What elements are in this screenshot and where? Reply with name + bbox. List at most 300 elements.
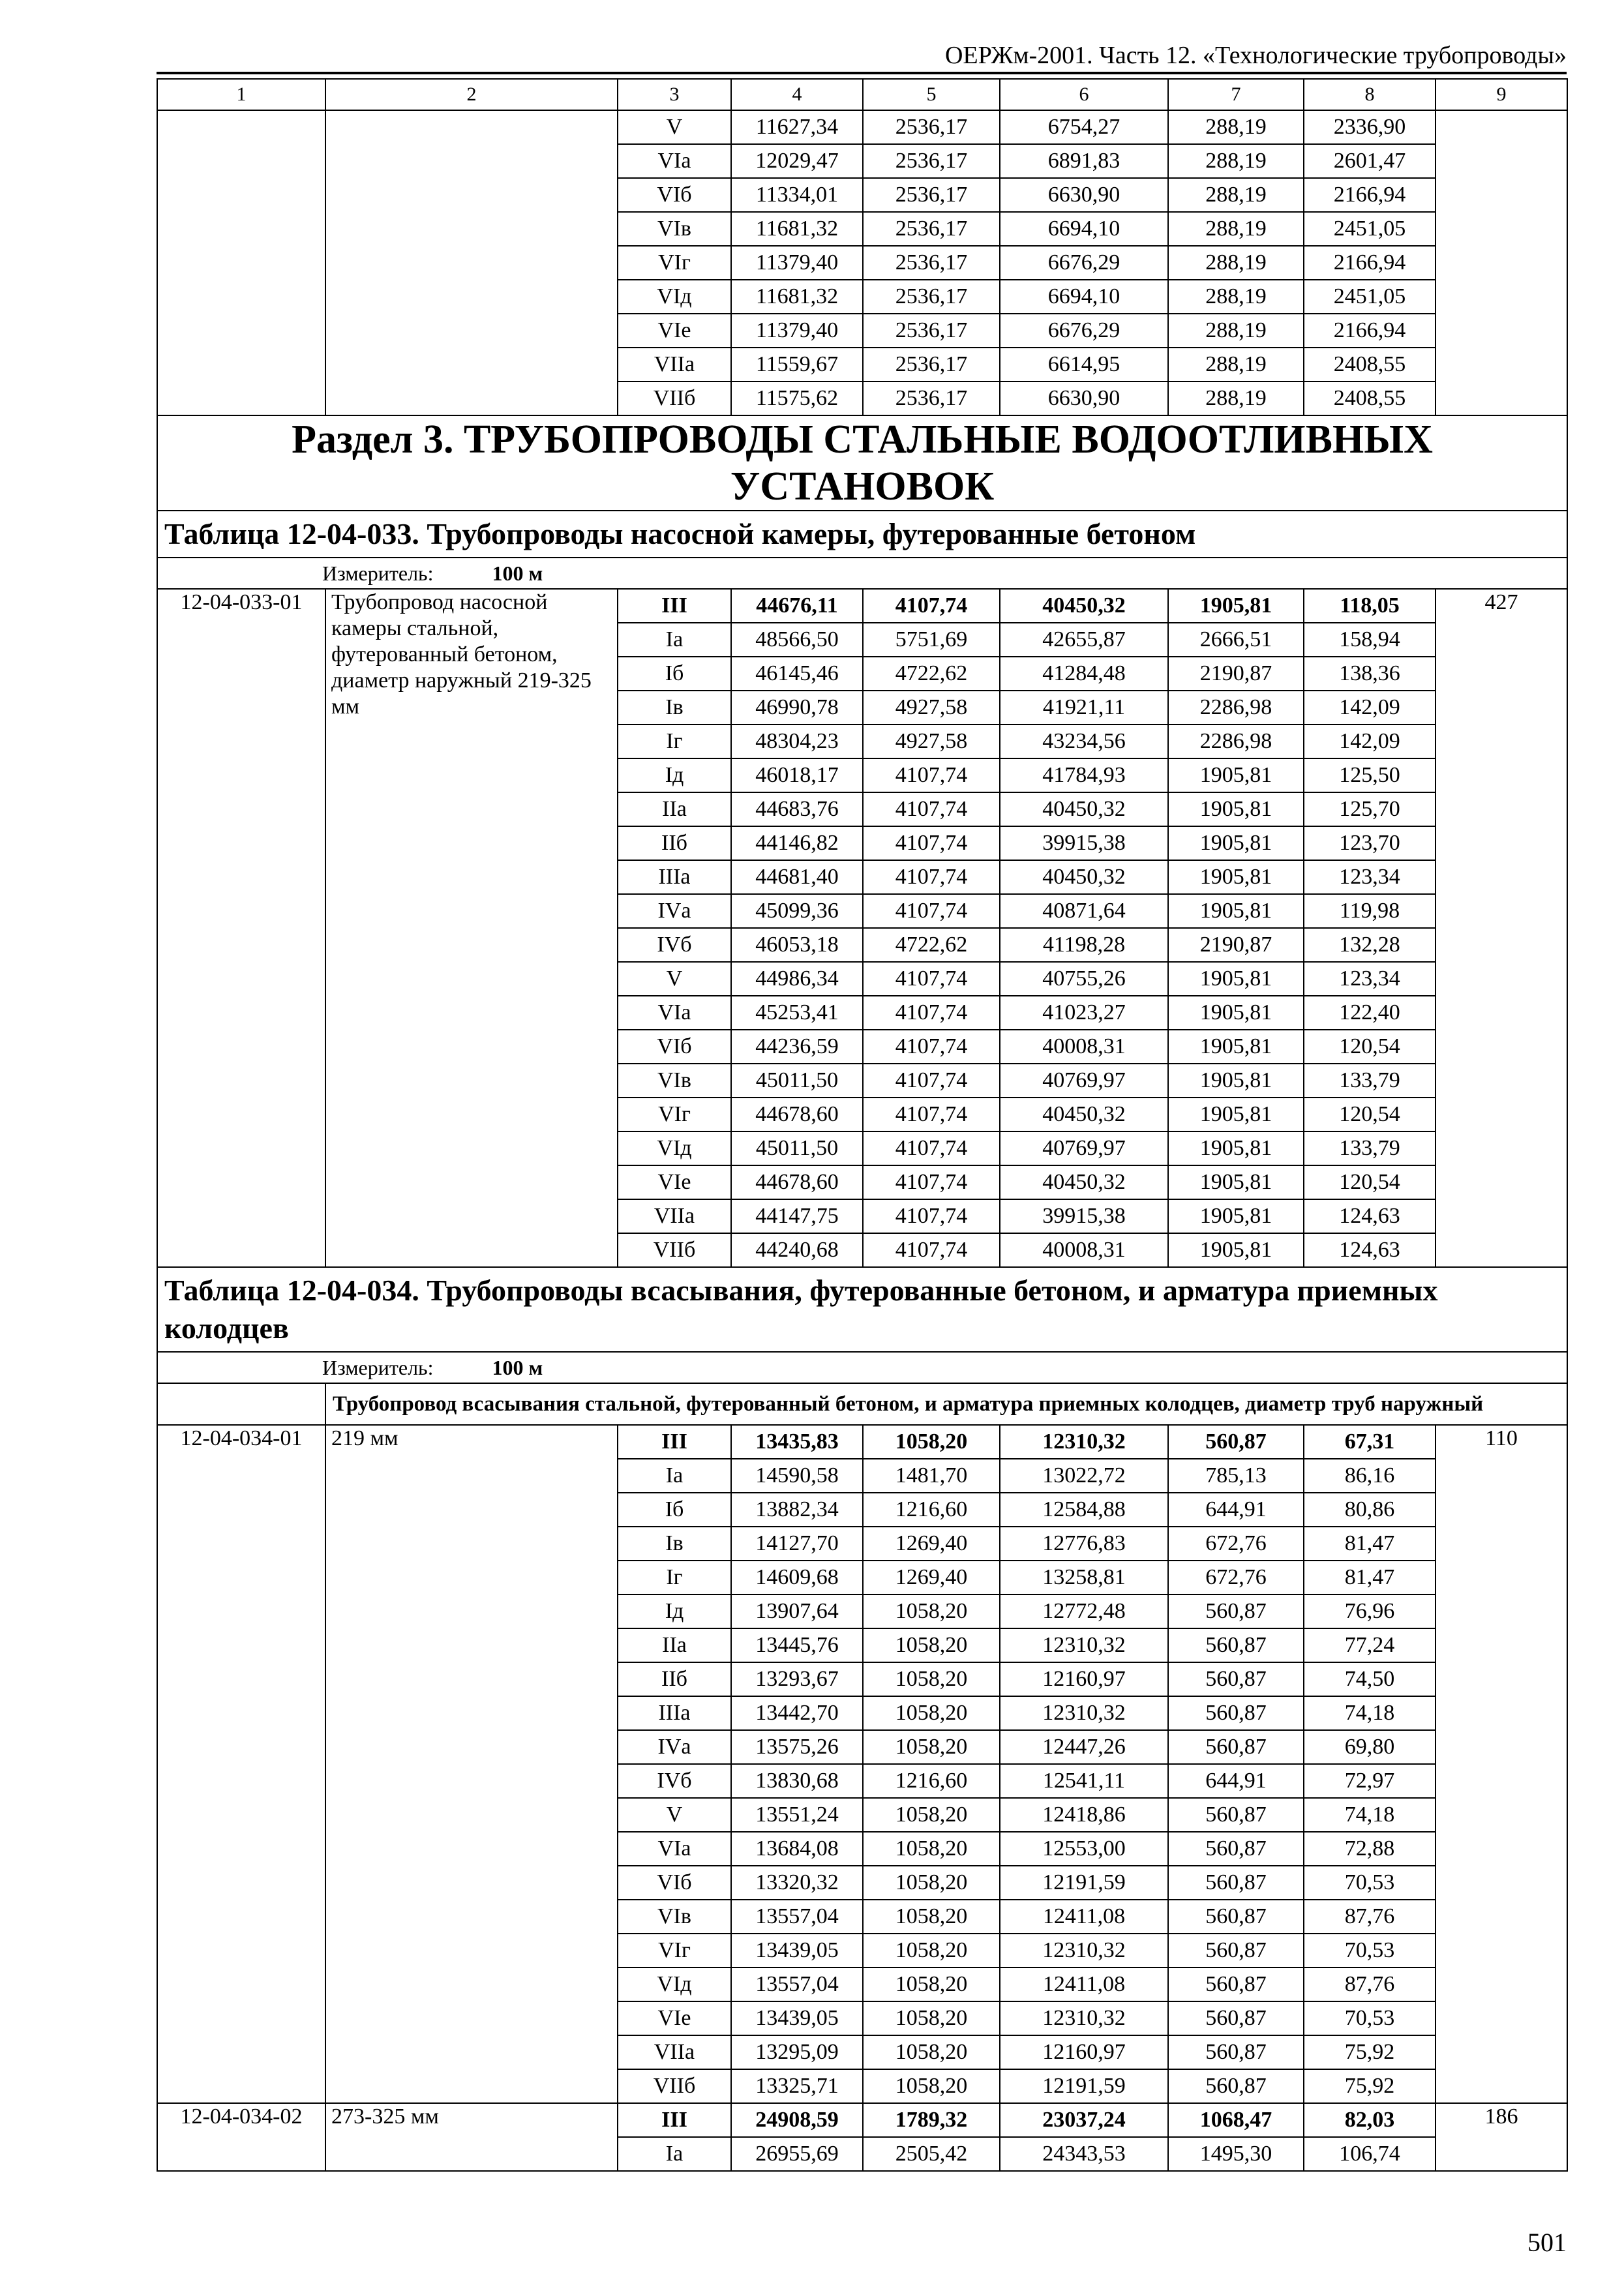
zone-cell: VIIа — [618, 2035, 731, 2069]
value-cell: 4107,74 — [863, 860, 1000, 894]
zone-cell: VIв — [618, 1900, 731, 1934]
value-cell: 44146,82 — [731, 826, 863, 860]
value-cell: 44681,40 — [731, 860, 863, 894]
value-cell: 40871,64 — [1000, 894, 1168, 928]
price-table — [157, 78, 1568, 2172]
value-cell: 12191,59 — [1000, 1866, 1168, 1900]
value-cell: 44676,11 — [731, 589, 863, 623]
value-cell: 40450,32 — [1000, 860, 1168, 894]
value-cell: 40755,26 — [1000, 962, 1168, 996]
value-cell: 67,31 — [1304, 1425, 1436, 1459]
zone-cell: Iа — [618, 2137, 731, 2171]
value-cell: 6676,29 — [1000, 246, 1168, 280]
value-cell: 12447,26 — [1000, 1730, 1168, 1764]
zone-cell: IIб — [618, 826, 731, 860]
value-cell: 1905,81 — [1168, 996, 1304, 1030]
value-cell: 1058,20 — [863, 1628, 1000, 1662]
value-cell: 4107,74 — [863, 826, 1000, 860]
value-cell: 1058,20 — [863, 2069, 1000, 2103]
value-cell: 13439,05 — [731, 2001, 863, 2035]
value-cell: 86,16 — [1304, 1459, 1436, 1493]
value-cell: 2536,17 — [863, 348, 1000, 382]
value-cell: 4107,74 — [863, 962, 1000, 996]
value-cell: 6630,90 — [1000, 382, 1168, 415]
value-cell: 1058,20 — [863, 1900, 1000, 1934]
value-cell: 2536,17 — [863, 110, 1000, 144]
value-cell: 132,28 — [1304, 928, 1436, 962]
measure-row — [157, 558, 1567, 589]
zone-cell: III — [618, 1425, 731, 1459]
zone-cell: Iд — [618, 758, 731, 792]
value-cell: 13557,04 — [731, 1967, 863, 2001]
zone-cell: VIIа — [618, 348, 731, 382]
value-cell: 2536,17 — [863, 212, 1000, 246]
value-cell: 1905,81 — [1168, 962, 1304, 996]
value-cell: 560,87 — [1168, 1934, 1304, 1967]
group-row — [157, 1383, 1567, 1425]
section-title: Раздел 3. ТРУБОПРОВОДЫ СТАЛЬНЫЕ ВОДООТЛИВНЫХ УСТАНОВОК — [157, 415, 1567, 511]
zone-cell: VIа — [618, 144, 731, 178]
value-cell: 6694,10 — [1000, 280, 1168, 314]
value-cell: 12553,00 — [1000, 1832, 1168, 1866]
zone-cell: VIIб — [618, 1233, 731, 1267]
value-cell: 1905,81 — [1168, 1131, 1304, 1165]
value-cell: 45011,50 — [731, 1064, 863, 1098]
value-cell: 46053,18 — [731, 928, 863, 962]
value-cell: 2286,98 — [1168, 725, 1304, 758]
value-cell: 44986,34 — [731, 962, 863, 996]
zone-cell: IIа — [618, 1628, 731, 1662]
value-cell: 74,18 — [1304, 1696, 1436, 1730]
zone-cell: VIб — [618, 1030, 731, 1064]
value-cell: 2166,94 — [1304, 178, 1436, 212]
value-cell: 12160,97 — [1000, 1662, 1168, 1696]
value-cell: 87,76 — [1304, 1900, 1436, 1934]
measure — [157, 558, 1567, 589]
value-cell: 44678,60 — [731, 1098, 863, 1131]
value-cell: 288,19 — [1168, 110, 1304, 144]
value-cell: 74,50 — [1304, 1662, 1436, 1696]
row-code: 12-04-034-02 — [157, 2103, 325, 2171]
value-cell: 45011,50 — [731, 1131, 863, 1165]
value-cell: 1905,81 — [1168, 1098, 1304, 1131]
value-cell: 40769,97 — [1000, 1131, 1168, 1165]
value-cell: 1058,20 — [863, 1866, 1000, 1900]
value-cell: 1905,81 — [1168, 1165, 1304, 1199]
zone-cell: VIе — [618, 1165, 731, 1199]
value-cell: 12541,11 — [1000, 1764, 1168, 1798]
value-cell: 39915,38 — [1000, 1199, 1168, 1233]
zone-cell: V — [618, 1798, 731, 1832]
value-cell: 5751,69 — [863, 623, 1000, 657]
table-row — [157, 589, 1567, 623]
value-cell: 1058,20 — [863, 1662, 1000, 1696]
zone-cell: VIв — [618, 212, 731, 246]
value-cell: 1216,60 — [863, 1493, 1000, 1527]
zone-cell: IVа — [618, 1730, 731, 1764]
value-cell: 14127,70 — [731, 1527, 863, 1561]
value-cell: 288,19 — [1168, 246, 1304, 280]
value-cell: 12310,32 — [1000, 2001, 1168, 2035]
zone-cell: Iв — [618, 1527, 731, 1561]
value-cell: 1905,81 — [1168, 1233, 1304, 1267]
value-cell: 2536,17 — [863, 314, 1000, 348]
value-cell: 23037,24 — [1000, 2103, 1168, 2137]
value-cell: 123,34 — [1304, 962, 1436, 996]
value-cell: 560,87 — [1168, 2069, 1304, 2103]
value-cell: 4107,74 — [863, 1064, 1000, 1098]
value-cell: 41284,48 — [1000, 657, 1168, 691]
value-cell: 12411,08 — [1000, 1900, 1168, 1934]
table-title: Таблица 12-04-033. Трубопроводы насосной камеры, футерованные бетоном — [157, 511, 1567, 558]
value-cell: 4107,74 — [863, 758, 1000, 792]
value-cell: 4107,74 — [863, 1098, 1000, 1131]
col-number: 3 — [618, 79, 731, 110]
value-cell: 1905,81 — [1168, 792, 1304, 826]
value-cell: 124,63 — [1304, 1199, 1436, 1233]
value-cell: 1905,81 — [1168, 1064, 1304, 1098]
measure-value: 100 м — [492, 1356, 543, 1379]
row-col9: 427 — [1436, 589, 1567, 1267]
zone-cell: VIIа — [618, 1199, 731, 1233]
table-title-row — [157, 511, 1567, 558]
value-cell: 12584,88 — [1000, 1493, 1168, 1527]
value-cell: 12029,47 — [731, 144, 863, 178]
row-code: 12-04-033-01 — [157, 589, 325, 1267]
value-cell: 4107,74 — [863, 894, 1000, 928]
value-cell: 2601,47 — [1304, 144, 1436, 178]
value-cell: 4107,74 — [863, 1131, 1000, 1165]
value-cell: 560,87 — [1168, 1832, 1304, 1866]
value-cell: 2536,17 — [863, 144, 1000, 178]
value-cell: 13295,09 — [731, 2035, 863, 2069]
measure-row — [157, 1352, 1567, 1383]
value-cell: 2505,42 — [863, 2137, 1000, 2171]
value-cell: 1905,81 — [1168, 894, 1304, 928]
col-number: 5 — [863, 79, 1000, 110]
row-code: 12-04-034-01 — [157, 1425, 325, 2103]
value-cell: 288,19 — [1168, 348, 1304, 382]
value-cell: 4107,74 — [863, 1233, 1000, 1267]
value-cell: 72,97 — [1304, 1764, 1436, 1798]
value-cell: 75,92 — [1304, 2069, 1436, 2103]
value-cell: 12776,83 — [1000, 1527, 1168, 1561]
value-cell: 560,87 — [1168, 1798, 1304, 1832]
table-title: Таблица 12-04-034. Трубопроводы всасывания, футерованные бетоном, и арматура приемных колодцев — [157, 1267, 1567, 1352]
value-cell: 81,47 — [1304, 1527, 1436, 1561]
value-cell: 1481,70 — [863, 1459, 1000, 1493]
zone-cell: VIв — [618, 1064, 731, 1098]
value-cell: 672,76 — [1168, 1527, 1304, 1561]
value-cell: 120,54 — [1304, 1165, 1436, 1199]
zone-cell: VIе — [618, 314, 731, 348]
value-cell: 12310,32 — [1000, 1934, 1168, 1967]
value-cell: 142,09 — [1304, 725, 1436, 758]
zone-cell: Iб — [618, 1493, 731, 1527]
zone-cell: Iа — [618, 623, 731, 657]
value-cell: 1058,20 — [863, 2001, 1000, 2035]
col-number: 8 — [1304, 79, 1436, 110]
zone-cell: VIб — [618, 1866, 731, 1900]
value-cell: 12310,32 — [1000, 1628, 1168, 1662]
value-cell: 672,76 — [1168, 1561, 1304, 1594]
value-cell: 13830,68 — [731, 1764, 863, 1798]
value-cell: 1058,20 — [863, 1425, 1000, 1459]
value-cell: 1905,81 — [1168, 826, 1304, 860]
row-name: Трубопровод насосной камеры стальной, футерованный бетоном, диаметр наружный 219-325 мм — [325, 589, 618, 1267]
value-cell: 560,87 — [1168, 1967, 1304, 2001]
zone-cell: III — [618, 589, 731, 623]
value-cell: 644,91 — [1168, 1493, 1304, 1527]
value-cell: 644,91 — [1168, 1764, 1304, 1798]
value-cell: 12191,59 — [1000, 2069, 1168, 2103]
section-title-row — [157, 415, 1567, 511]
value-cell: 12310,32 — [1000, 1425, 1168, 1459]
measure-label: Измеритель: — [322, 1356, 434, 1379]
row-col9: 186 — [1436, 2103, 1567, 2171]
value-cell: 14590,58 — [731, 1459, 863, 1493]
value-cell: 2408,55 — [1304, 348, 1436, 382]
zone-cell: VIIб — [618, 2069, 731, 2103]
value-cell: 560,87 — [1168, 1628, 1304, 1662]
value-cell: 45253,41 — [731, 996, 863, 1030]
value-cell: 106,74 — [1304, 2137, 1436, 2171]
value-cell: 69,80 — [1304, 1730, 1436, 1764]
value-cell: 13258,81 — [1000, 1561, 1168, 1594]
table-row — [157, 110, 1567, 144]
value-cell: 1058,20 — [863, 2035, 1000, 2069]
value-cell: 1058,20 — [863, 1798, 1000, 1832]
table-title-row — [157, 1267, 1567, 1352]
zone-cell: V — [618, 962, 731, 996]
zone-cell: VIд — [618, 1967, 731, 2001]
value-cell: 1905,81 — [1168, 1030, 1304, 1064]
value-cell: 12411,08 — [1000, 1967, 1168, 2001]
value-cell: 123,70 — [1304, 826, 1436, 860]
value-cell: 560,87 — [1168, 1425, 1304, 1459]
value-cell: 44678,60 — [731, 1165, 863, 1199]
value-cell: 14609,68 — [731, 1561, 863, 1594]
zone-cell: IIа — [618, 792, 731, 826]
col-number: 7 — [1168, 79, 1304, 110]
zone-cell: VIд — [618, 280, 731, 314]
value-cell: 45099,36 — [731, 894, 863, 928]
value-cell: 4927,58 — [863, 725, 1000, 758]
zone-cell: VIд — [618, 1131, 731, 1165]
value-cell: 1905,81 — [1168, 589, 1304, 623]
value-cell: 120,54 — [1304, 1030, 1436, 1064]
value-cell: 44240,68 — [731, 1233, 863, 1267]
row-name: 219 мм — [325, 1425, 618, 2103]
value-cell: 2166,94 — [1304, 246, 1436, 280]
value-cell: 4107,74 — [863, 1165, 1000, 1199]
value-cell: 2536,17 — [863, 246, 1000, 280]
value-cell: 6676,29 — [1000, 314, 1168, 348]
zone-cell: VIа — [618, 996, 731, 1030]
value-cell: 41023,27 — [1000, 996, 1168, 1030]
value-cell: 11681,32 — [731, 212, 863, 246]
value-cell: 72,88 — [1304, 1832, 1436, 1866]
value-cell: 41784,93 — [1000, 758, 1168, 792]
value-cell: 12418,86 — [1000, 1798, 1168, 1832]
value-cell: 2451,05 — [1304, 280, 1436, 314]
value-cell: 6694,10 — [1000, 212, 1168, 246]
value-cell: 41198,28 — [1000, 928, 1168, 962]
value-cell: 11334,01 — [731, 178, 863, 212]
table-row — [157, 1425, 1567, 1459]
value-cell: 39915,38 — [1000, 826, 1168, 860]
value-cell: 11627,34 — [731, 110, 863, 144]
value-cell: 13575,26 — [731, 1730, 863, 1764]
value-cell: 26955,69 — [731, 2137, 863, 2171]
value-cell: 13320,32 — [731, 1866, 863, 1900]
value-cell: 24343,53 — [1000, 2137, 1168, 2171]
zone-cell: VIг — [618, 246, 731, 280]
value-cell: 1789,32 — [863, 2103, 1000, 2137]
col-number: 4 — [731, 79, 863, 110]
zone-cell: IIб — [618, 1662, 731, 1696]
value-cell: 2190,87 — [1168, 928, 1304, 962]
value-cell: 46145,46 — [731, 657, 863, 691]
value-cell: 44147,75 — [731, 1199, 863, 1233]
value-cell: 122,40 — [1304, 996, 1436, 1030]
col-number: 2 — [325, 79, 618, 110]
value-cell: 118,05 — [1304, 589, 1436, 623]
value-cell: 142,09 — [1304, 691, 1436, 725]
value-cell: 70,53 — [1304, 2001, 1436, 2035]
value-cell: 2336,90 — [1304, 110, 1436, 144]
running-header: ОЕРЖм-2001. Часть 12. «Технологические трубопроводы» — [157, 39, 1567, 74]
value-cell: 1495,30 — [1168, 2137, 1304, 2171]
zone-cell: IVб — [618, 1764, 731, 1798]
value-cell: 288,19 — [1168, 280, 1304, 314]
value-cell: 44236,59 — [731, 1030, 863, 1064]
value-cell: 48566,50 — [731, 623, 863, 657]
value-cell: 77,24 — [1304, 1628, 1436, 1662]
zone-cell: Iа — [618, 1459, 731, 1493]
zone-cell: IVа — [618, 894, 731, 928]
value-cell: 4107,74 — [863, 589, 1000, 623]
value-cell: 2408,55 — [1304, 382, 1436, 415]
value-cell: 46990,78 — [731, 691, 863, 725]
value-cell: 70,53 — [1304, 1866, 1436, 1900]
value-cell: 40450,32 — [1000, 1165, 1168, 1199]
value-cell: 1058,20 — [863, 1730, 1000, 1764]
value-cell: 44683,76 — [731, 792, 863, 826]
table-row — [157, 2103, 1567, 2137]
zone-cell: Iг — [618, 725, 731, 758]
column-number-row — [157, 79, 1567, 110]
zone-cell: VIг — [618, 1934, 731, 1967]
value-cell: 4722,62 — [863, 928, 1000, 962]
value-cell: 13684,08 — [731, 1832, 863, 1866]
zone-cell: VIб — [618, 178, 731, 212]
value-cell: 11379,40 — [731, 246, 863, 280]
value-cell: 13551,24 — [731, 1798, 863, 1832]
value-cell: 125,50 — [1304, 758, 1436, 792]
value-cell: 42655,87 — [1000, 623, 1168, 657]
zone-cell: Iб — [618, 657, 731, 691]
value-cell: 2536,17 — [863, 178, 1000, 212]
value-cell: 40450,32 — [1000, 1098, 1168, 1131]
value-cell: 40769,97 — [1000, 1064, 1168, 1098]
value-cell: 41921,11 — [1000, 691, 1168, 725]
value-cell: 75,92 — [1304, 2035, 1436, 2069]
value-cell: 4927,58 — [863, 691, 1000, 725]
value-cell: 1269,40 — [863, 1561, 1000, 1594]
value-cell: 40450,32 — [1000, 589, 1168, 623]
value-cell: 120,54 — [1304, 1098, 1436, 1131]
row-name: 273-325 мм — [325, 2103, 618, 2171]
value-cell: 1058,20 — [863, 1832, 1000, 1866]
value-cell: 1269,40 — [863, 1527, 1000, 1561]
value-cell: 1905,81 — [1168, 758, 1304, 792]
value-cell: 2536,17 — [863, 280, 1000, 314]
value-cell: 87,76 — [1304, 1967, 1436, 2001]
value-cell: 1905,81 — [1168, 860, 1304, 894]
value-cell: 1905,81 — [1168, 1199, 1304, 1233]
value-cell: 4107,74 — [863, 996, 1000, 1030]
zone-cell: IVб — [618, 928, 731, 962]
value-cell: 43234,56 — [1000, 725, 1168, 758]
col-number: 1 — [157, 79, 325, 110]
value-cell: 1058,20 — [863, 1934, 1000, 1967]
value-cell: 13907,64 — [731, 1594, 863, 1628]
value-cell: 82,03 — [1304, 2103, 1436, 2137]
value-cell: 80,86 — [1304, 1493, 1436, 1527]
measure-label: Измеритель: — [322, 561, 434, 585]
row-col9 — [1436, 110, 1567, 415]
value-cell: 288,19 — [1168, 144, 1304, 178]
value-cell: 13557,04 — [731, 1900, 863, 1934]
value-cell: 1058,20 — [863, 1967, 1000, 2001]
value-cell: 11559,67 — [731, 348, 863, 382]
value-cell: 560,87 — [1168, 1696, 1304, 1730]
value-cell: 11575,62 — [731, 382, 863, 415]
row-col9: 110 — [1436, 1425, 1567, 2103]
zone-cell: Iв — [618, 691, 731, 725]
value-cell: 46018,17 — [731, 758, 863, 792]
value-cell: 4107,74 — [863, 1030, 1000, 1064]
row-name — [325, 110, 618, 415]
value-cell: 70,53 — [1304, 1934, 1436, 1967]
measure — [157, 1352, 1567, 1383]
value-cell: 288,19 — [1168, 178, 1304, 212]
value-cell: 6614,95 — [1000, 348, 1168, 382]
zone-cell: III — [618, 2103, 731, 2137]
zone-cell: VIг — [618, 1098, 731, 1131]
zone-cell: VIа — [618, 1832, 731, 1866]
value-cell: 124,63 — [1304, 1233, 1436, 1267]
zone-cell: IIIа — [618, 860, 731, 894]
row-code — [157, 110, 325, 415]
value-cell: 1068,47 — [1168, 2103, 1304, 2137]
value-cell: 288,19 — [1168, 314, 1304, 348]
value-cell: 12772,48 — [1000, 1594, 1168, 1628]
value-cell: 40450,32 — [1000, 792, 1168, 826]
value-cell: 125,70 — [1304, 792, 1436, 826]
value-cell: 6891,83 — [1000, 144, 1168, 178]
value-cell: 119,98 — [1304, 894, 1436, 928]
value-cell: 560,87 — [1168, 1594, 1304, 1628]
value-cell: 13445,76 — [731, 1628, 863, 1662]
value-cell: 1216,60 — [863, 1764, 1000, 1798]
value-cell: 560,87 — [1168, 2001, 1304, 2035]
value-cell: 133,79 — [1304, 1131, 1436, 1165]
value-cell: 560,87 — [1168, 1866, 1304, 1900]
zone-cell: IIIа — [618, 1696, 731, 1730]
value-cell: 2451,05 — [1304, 212, 1436, 246]
